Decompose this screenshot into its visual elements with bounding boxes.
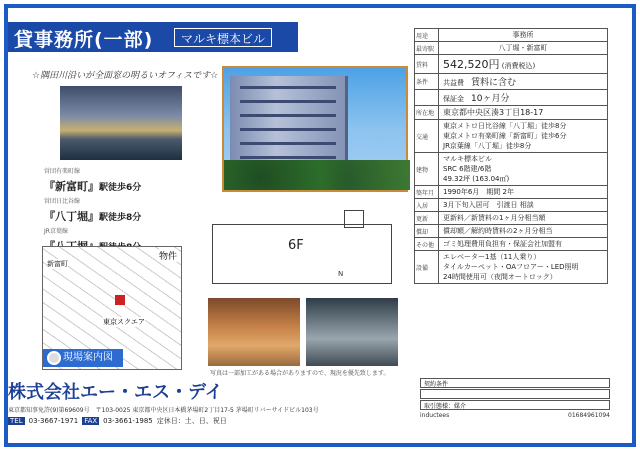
company-address: 東京都知事免許(9)第69609号 〒103-0025 東京都中央区日本橋茅場町2丁目17-5 茅場町リバーサイドビル103号 — [8, 407, 319, 414]
fax-number: 03-3661-1985 — [103, 417, 153, 425]
station-value: 八丁堀・新富町 — [439, 42, 608, 55]
map-guide-label: 現場案内図 — [43, 349, 123, 367]
floor-label: 6F — [288, 238, 304, 253]
tel-icon: TEL — [10, 417, 23, 425]
stamp-box: 契約条件 — [420, 378, 610, 388]
map-title: 物件 — [159, 249, 177, 262]
use-value: 事務所 — [439, 29, 608, 42]
traffic-value: 東京メトロ日比谷線「八丁堀」徒歩8分 東京メトロ有楽町線「新富町」徒歩6分 JR京葉線「八丁堀」徒歩8分 — [439, 120, 608, 153]
building-value: マルキ標本ビル SRC 6階建/6階 49.32坪 (163.04㎡) — [439, 153, 608, 186]
location-value: 東京都中央区湊3丁目18-17 — [439, 106, 608, 120]
company-contact — [8, 416, 408, 426]
river-photo — [60, 86, 182, 160]
footer-codes: inductees 01684961094 — [420, 412, 610, 419]
map-label: 新富町 — [47, 260, 68, 268]
map-label: 東京スクエア — [103, 318, 145, 326]
etc-value: ゴミ処理費用負担有・保証会社加盟有 — [439, 238, 608, 251]
compass-icon — [47, 351, 61, 365]
catch-copy: ☆隅田川沿いが全面窓の明るいオフィスです☆ — [32, 71, 219, 81]
access-list — [44, 166, 141, 256]
access-item: 営団有楽町線 『新富町』駅徒歩6分 — [44, 168, 142, 193]
access-item: 営団日比谷線 『八丁堀』駅徒歩8分 — [44, 198, 142, 223]
company-block — [8, 378, 408, 426]
property-marker-icon — [115, 295, 125, 305]
holiday: 定休日：土、日、祝日 — [156, 417, 227, 425]
access-item: JR京葉線 — [44, 228, 68, 235]
fax-icon: FAX — [84, 417, 98, 425]
lobby-photo — [306, 298, 398, 366]
title-bar — [8, 22, 298, 52]
floor-plan-room — [212, 224, 392, 284]
tel-number[interactable]: 03-3667-1971 — [28, 417, 79, 425]
amortization-value: 償却額／解約時賃料の2ヶ月分相当 — [439, 225, 608, 238]
north-mark: N — [338, 270, 344, 278]
built-value: 1990年6月 期間 2年 — [439, 186, 608, 199]
blank-box — [420, 389, 610, 399]
common-value: 共益費 賃料に含む — [439, 74, 608, 90]
agent-box: 取引態様：媒介 — [420, 400, 610, 410]
photo-note: 写真は一部加工がある場合がありますので、現況を優先致します。 — [210, 370, 390, 377]
building-photo — [222, 66, 408, 192]
building-name: マルキ標本ビル — [174, 28, 272, 47]
location-map — [42, 246, 182, 370]
entrance-photo — [208, 298, 300, 366]
property-table: 用途 事務所 最寄駅 八丁堀・新富町 賃料 542,520円 (消費税込) 条件 共益費 賃料に含む 保証金 10ヶ月分 所在地 東京都中央区湊3丁目18-17 交通 東京メトロ日比谷線「八丁堀」徒歩8分 東京メトロ有楽町線「新富町」徒歩6分 JR京葉線「八丁堀」徒歩8分 建物 マルキ標本ビル SRC 6階建/6階 49.32坪 (163.04㎡) 築年月 1990年6月 期間 2年 入居 3月下旬入居可 引渡日 相談 更新 更新料／新賃料の1ヶ月分相当額 償却 償却額／解約時賃料の2ヶ月分相当 その他 ゴミ処理費用負担有・保証会社加盟有 設備 エレベーター1基（11人乗り） タイルカーペット・OAフロアー・LED照明 24時間使用可（夜間オートロック） — [414, 28, 608, 284]
move-value: 3月下旬入居可 引渡日 相談 — [439, 199, 608, 212]
deposit-value: 保証金 10ヶ月分 — [439, 90, 608, 106]
footer-boxes — [420, 378, 610, 419]
floor-plan — [208, 210, 398, 290]
rent-value: 542,520円 (消費税込) — [439, 55, 608, 74]
company-name: 株式会社エー・エス・デイ — [8, 382, 223, 403]
page-title: 貸事務所(一部) — [14, 29, 154, 51]
equipment-value: エレベーター1基（11人乗り） タイルカーペット・OAフロアー・LED照明 24時間使用可（夜間オートロック） — [439, 251, 608, 284]
trees — [224, 160, 410, 190]
renewal-value: 更新料／新賃料の1ヶ月分相当額 — [439, 212, 608, 225]
